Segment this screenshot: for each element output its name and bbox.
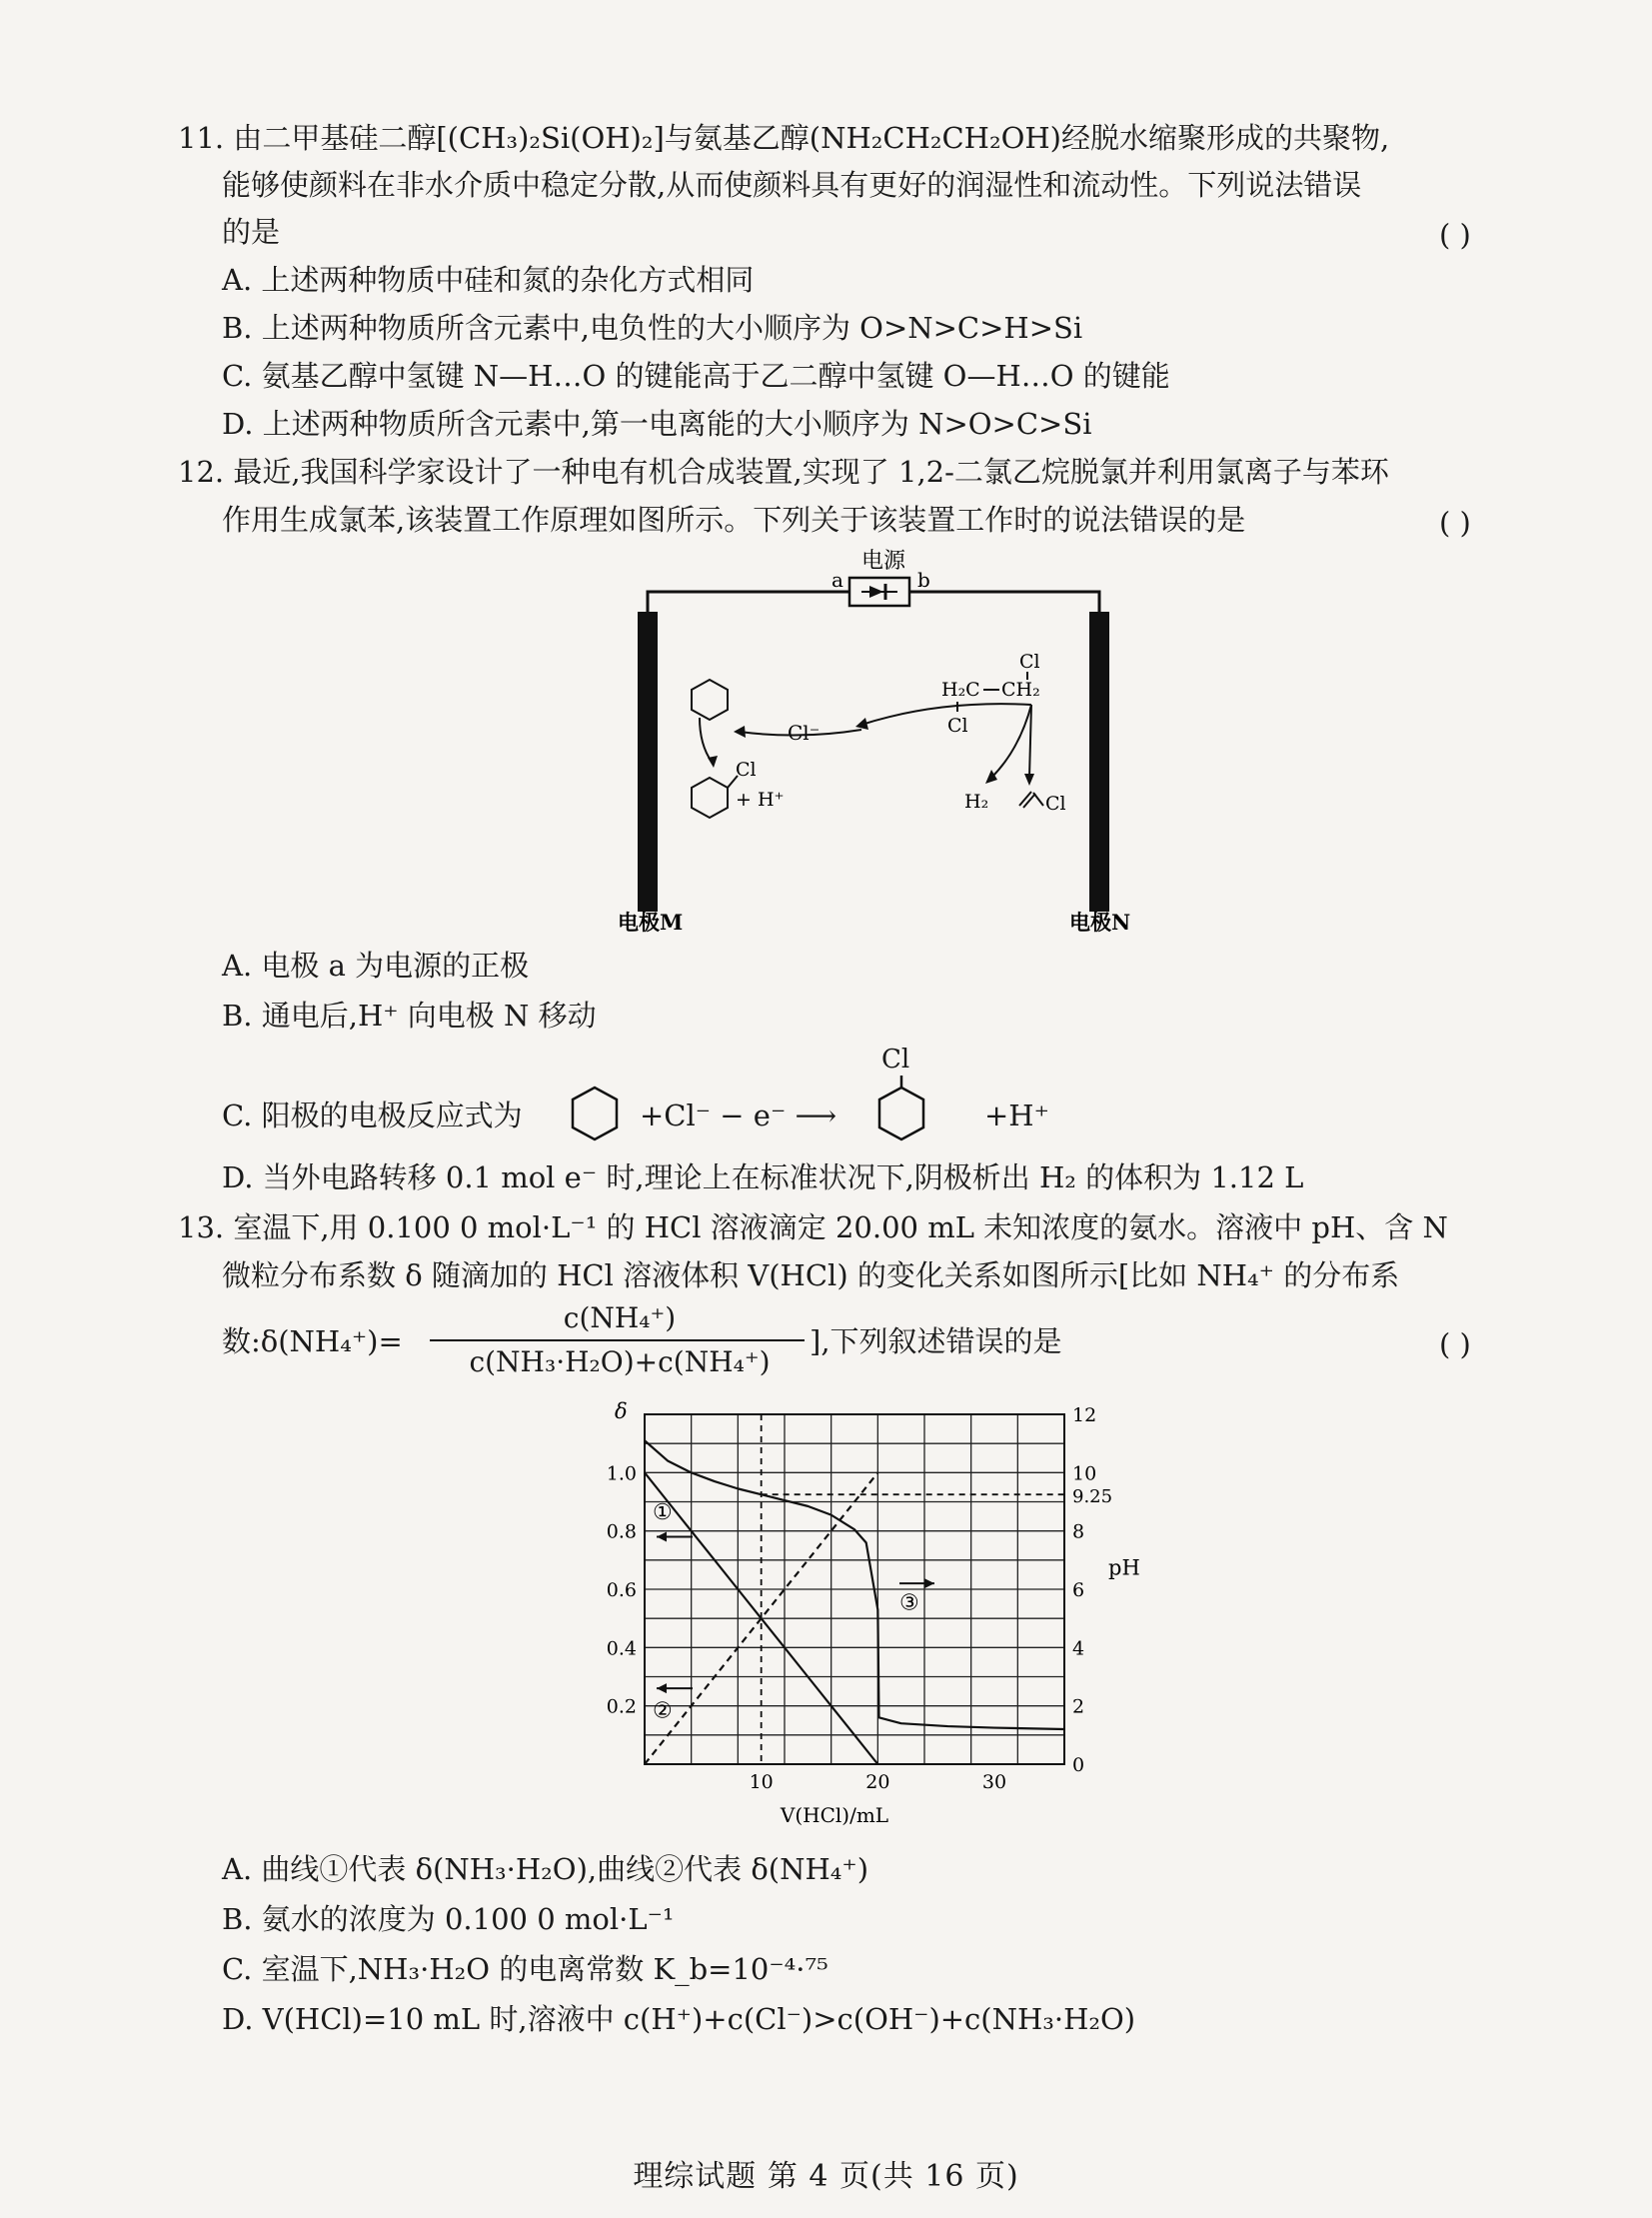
y-right-tick-label: 6	[1072, 1579, 1085, 1601]
y-left-tick-label: 1.0	[606, 1462, 637, 1485]
q11-option-b: B. 上述两种物质所含元素中,电负性的大小顺序为 O>N>C>H>Si	[222, 311, 1083, 345]
electrode-m	[638, 612, 658, 912]
svg-text:Cl: Cl	[1045, 793, 1066, 815]
q13-answer-paren: ( )	[1439, 1327, 1471, 1361]
y-left-axis-label: δ	[615, 1399, 628, 1423]
page-footer: 理综试题 第 4 页(共 16 页)	[633, 2159, 1019, 2194]
titration-chart	[600, 1389, 1159, 1829]
y-right-tick-label: 2	[1072, 1695, 1085, 1718]
q12-line1: 12. 最近,我国科学家设计了一种电有机合成装置,实现了 1,2-二氯乙烷脱氯并利用氯离子与苯环	[178, 455, 1389, 489]
h2-label: H₂	[964, 791, 989, 813]
q13-option-d: D. V(HCl)=10 mL 时,溶液中 c(H⁺)+c(Cl⁻)>c(OH⁻)+c(NH₃·H₂O)	[222, 2002, 1136, 2036]
q12-line2: 作用生成氯苯,该装置工作原理如图所示。下列关于该装置工作时的说法错误的是	[222, 503, 1246, 537]
y-right-axis-label: pH	[1108, 1555, 1140, 1580]
q12-option-b: B. 通电后,H⁺ 向电极 N 移动	[222, 999, 597, 1033]
x-axis-label: V(HCl)/mL	[780, 1803, 889, 1827]
y-left-tick-label: 0.6	[606, 1579, 637, 1601]
chloride-label: Cl⁻	[788, 721, 821, 745]
svg-text:Cl: Cl	[1019, 651, 1040, 673]
curve2-axis-arrow-head	[657, 1683, 667, 1693]
y-right-tick-label: 12	[1072, 1404, 1097, 1426]
y-right-tick-label: 8	[1072, 1520, 1085, 1543]
x-tick-label: 20	[865, 1771, 890, 1793]
q12-option-c-reaction: +Cl⁻ − e⁻ ⟶	[640, 1099, 837, 1132]
chlorobenzene-cl: Cl	[736, 759, 757, 781]
q12-option-c-suffix: +H⁺	[984, 1099, 1049, 1132]
x-tick-label: 30	[981, 1771, 1007, 1793]
q12-option-c-cl: Cl	[881, 1045, 910, 1075]
q11-option-a: A. 上述两种物质中硅和氮的杂化方式相同	[222, 263, 755, 297]
q13-option-b: B. 氨水的浓度为 0.100 0 mol·L⁻¹	[222, 1902, 675, 1936]
y-right-tick-label: 10	[1072, 1462, 1097, 1485]
chlorobenzene-icon	[692, 776, 738, 818]
y-left-tick-label: 0.8	[606, 1520, 637, 1543]
curve-label-1: ①	[653, 1500, 673, 1525]
benzene-icon	[565, 1084, 625, 1145]
curve-label-3: ③	[899, 1590, 919, 1616]
h-plus-label: + H⁺	[736, 789, 785, 811]
svg-text:H₂C: H₂C	[941, 679, 980, 701]
vinyl-chloride-molecule	[1019, 792, 1066, 815]
y-left-tick-label: 0.2	[606, 1695, 637, 1718]
terminal-a-label: a	[831, 568, 843, 592]
svg-text:CH₂: CH₂	[1001, 679, 1040, 701]
q13-line2: 微粒分布系数 δ 随滴加的 HCl 溶液体积 V(HCl) 的变化关系如图所示[比如 NH₄⁺ 的分布系	[222, 1258, 1400, 1292]
terminal-b-label: b	[917, 568, 930, 592]
fraction-bar	[430, 1339, 805, 1341]
q12-option-d: D. 当外电路转移 0.1 mol e⁻ 时,理论上在标准状况下,阴极析出 H₂ 的体积为 1.12 L	[222, 1160, 1304, 1194]
curve-label-2: ②	[653, 1698, 673, 1724]
q11-line3: 的是	[222, 215, 281, 249]
electrode-n-label: 电极N	[1069, 910, 1131, 935]
q11-answer-paren: ( )	[1439, 218, 1471, 252]
y-right-tick-label: 4	[1072, 1637, 1085, 1660]
power-source-label: 电源	[861, 549, 906, 574]
benzene-icon	[692, 680, 728, 720]
electrolysis-diagram	[600, 540, 1159, 940]
electrode-n	[1089, 612, 1109, 912]
curve1-axis-arrow-head	[657, 1532, 667, 1542]
q11-option-d: D. 上述两种物质所含元素中,第一电离能的大小顺序为 N>O>C>Si	[222, 407, 1092, 441]
y-right-tick-label: 0	[1072, 1754, 1085, 1776]
q13-line3-prefix: 数:δ(NH₄⁺)=	[222, 1324, 403, 1358]
q11-line2: 能够使颜料在非水介质中稳定分散,从而使颜料具有更好的润湿性和流动性。下列说法错误	[222, 168, 1362, 202]
electrode-m-label: 电极M	[618, 910, 684, 935]
y-right-marker-label: 9.25	[1072, 1486, 1113, 1508]
q12-answer-paren: ( )	[1439, 506, 1471, 540]
q13-line1: 13. 室温下,用 0.100 0 mol·L⁻¹ 的 HCl 溶液滴定 20.00 mL 未知浓度的氨水。溶液中 pH、含 N	[178, 1210, 1448, 1244]
fraction-denominator: c(NH₃·H₂O)+c(NH₄⁺)	[469, 1345, 771, 1378]
curve3-axis-arrow-head	[924, 1578, 934, 1588]
q12-option-a: A. 电极 a 为电源的正极	[222, 949, 530, 983]
svg-text:Cl: Cl	[947, 715, 968, 737]
fraction-numerator: c(NH₄⁺)	[563, 1301, 677, 1334]
x-tick-label: 10	[749, 1771, 774, 1793]
q13-option-a: A. 曲线①代表 δ(NH₃·H₂O),曲线②代表 δ(NH₄⁺)	[222, 1852, 869, 1886]
q13-option-c: C. 室温下,NH₃·H₂O 的电离常数 K_b=10⁻⁴·⁷⁵	[222, 1952, 828, 1986]
y-left-tick-label: 0.4	[606, 1637, 637, 1660]
q12-option-c-prefix: C. 阳极的电极反应式为	[222, 1099, 523, 1132]
q13-line3-suffix: ],下列叙述错误的是	[810, 1324, 1062, 1358]
q11-option-c: C. 氨基乙醇中氢键 N—H…O 的键能高于乙二醇中氢键 O—H…O 的键能	[222, 359, 1170, 393]
q11-line1: 11. 由二甲基硅二醇[(CH₃)₂Si(OH)₂]与氨基乙醇(NH₂CH₂CH₂OH)经脱水缩聚形成的共聚物,	[178, 121, 1390, 155]
